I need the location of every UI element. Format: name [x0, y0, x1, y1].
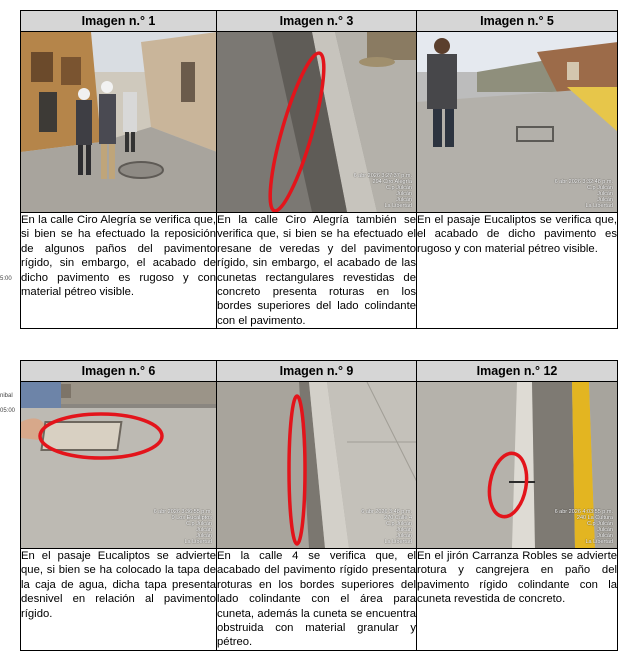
- evidence-table-1: [20, 10, 618, 329]
- image-9-photo: [217, 382, 417, 549]
- image-9-description: En la calle 4 se verifica que, el acabado del pavimento rígido presenta roturas en los bordes superiores del lado colindante con el área para cuneta, además la cuneta se encuentra obstruida con material granular y pétreo.: [217, 550, 416, 649]
- image-1-header: Imagen n.° 1: [21, 11, 217, 32]
- side-fragment-b: nibal: [0, 393, 13, 399]
- image-5-description: En el pasaje Eucaliptos se verifica que, el acabado de dicho pavimento es rugoso y con material pétreo visible.: [417, 213, 618, 329]
- image-6-description: En el pasaje Eucaliptos se advierte que, si bien se ha colocado la tapa de la caja de agua, dicha tapa presenta desnivel en relación al pavimento rígido.: [21, 549, 217, 651]
- image-12-stamp: 6 abr 2026 4:03:55 p.m. 240 La Cultura C.p Julcán Julcán Julcán La Libertad: [554, 509, 613, 545]
- image-3-description: En la calle Ciro Alegría también se verifica que, si bien se ha efectuado el resane de veredas y del pavimento rígido, sin embargo, el acabado de las cunetas rectangulares revestidas de concreto presenta roturas en los bordes superiores del lado colindante con el pavimento.: [217, 214, 416, 327]
- image-3-header: Imagen n.° 3: [217, 11, 417, 32]
- image-9-stamp: 6 abr 2026 3:48 p.m. 270 Calle 4 C.p Julcán Julcán Julcán La Libertad: [361, 509, 412, 545]
- side-fragment-a: 5:00: [0, 276, 12, 282]
- side-fragment-c: 05:00: [0, 408, 16, 414]
- image-5-photo: [417, 32, 618, 213]
- image-5-stamp: 6 abr 2026 3:32:48 p.m. C.p Julcán Julcán Julcán La Libertad: [554, 179, 613, 209]
- image-12-description: En el jirón Carranza Robles se advierte rotura y cangrejera en paño del pavimento rígido colindante con la cuneta revestida de concreto.: [417, 549, 618, 651]
- image-12-header: Imagen n.° 12: [417, 361, 618, 382]
- evidence-table-2: [20, 360, 618, 651]
- image-3-photo: [217, 32, 417, 213]
- image-6-stamp: 6 abr 2026 3:36:55 p.m. 9 Los Eucaliptos C.p Julcán Julcán Julcán La Libertad: [153, 509, 212, 545]
- image-6-header: Imagen n.° 6: [21, 361, 217, 382]
- image-12-photo: [417, 382, 618, 549]
- image-1-photo: [21, 32, 217, 213]
- image-1-description: En la calle Ciro Alegría se verifica que, si bien se ha efectuado la reposición de algunos paños del pavimento rígido, sin embargo, el acabado de dicho pavimento es rugoso y con material pétreo visible.: [21, 213, 217, 329]
- image-6-photo: [21, 382, 217, 549]
- image-9-header: Imagen n.° 9: [217, 361, 417, 382]
- image-5-header: Imagen n.° 5: [417, 11, 618, 32]
- image-3-stamp: 6 abr 2026 3:27:37 p.m. 294 Ciro Alegría C.p Julcán Julcán Julcán La Libertad: [353, 173, 412, 209]
